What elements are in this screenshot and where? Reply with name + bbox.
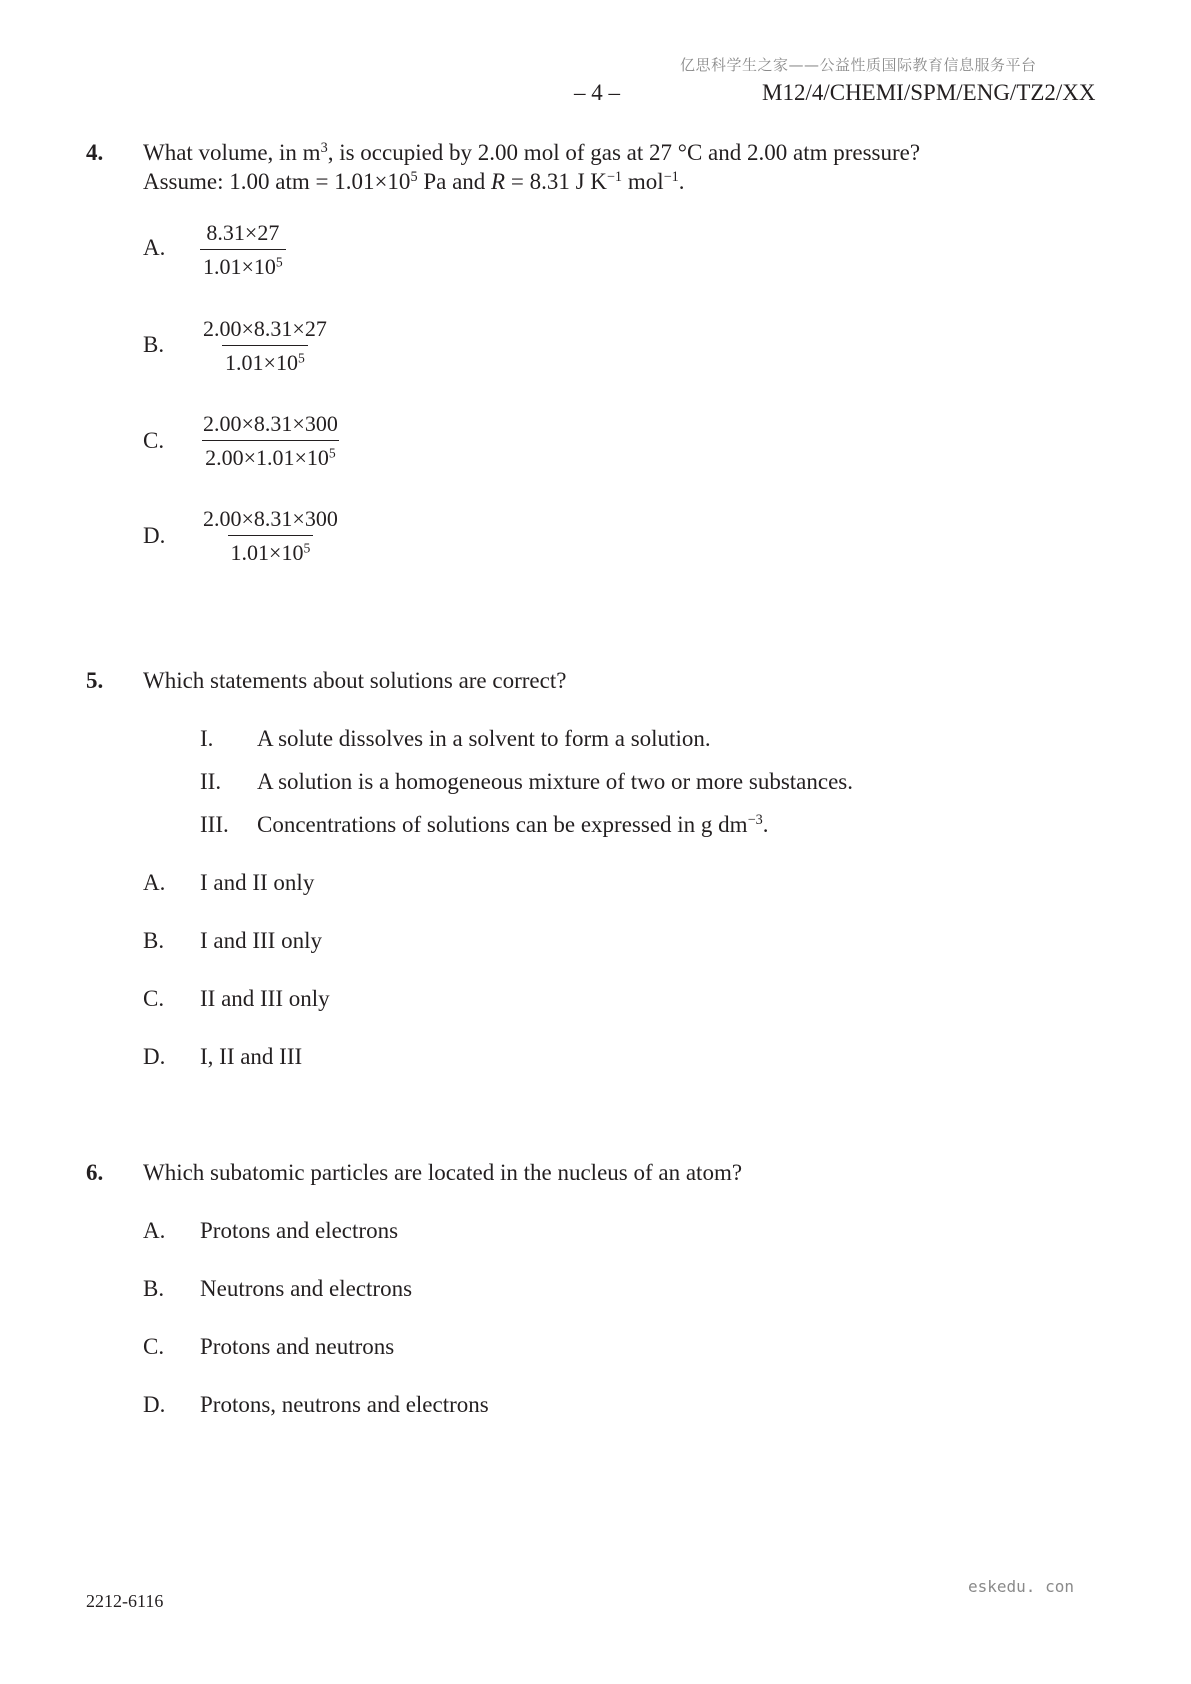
q5-option-c-letter: C. bbox=[143, 986, 165, 1011]
question-5-number: 5. bbox=[86, 668, 104, 693]
q6-option-b-letter: B. bbox=[143, 1276, 165, 1301]
q6-option-c-text: Protons and neutrons bbox=[200, 1334, 395, 1359]
q6-option-d-letter: D. bbox=[143, 1392, 166, 1417]
paper-code: M12/4/CHEMI/SPM/ENG/TZ2/XX bbox=[762, 80, 1096, 105]
q4-option-b-fraction: $\frac{2.00\times 8.31\times 27}{1.01\times 10^5}$ bbox=[203, 316, 327, 375]
q5-option-d-letter: D. bbox=[143, 1044, 166, 1069]
statement-2-roman: II. bbox=[200, 769, 222, 794]
footer-code: 2212-6116 bbox=[86, 1591, 164, 1611]
q5-option-c-text: II and III only bbox=[200, 986, 330, 1011]
question-5-text: Which statements about solutions are correct? bbox=[143, 668, 567, 693]
q4-option-c-letter: C. bbox=[143, 428, 165, 453]
q5-option-b-letter: B. bbox=[143, 928, 165, 953]
q6-option-c-letter: C. bbox=[143, 1334, 165, 1359]
q6-option-a-letter: A. bbox=[143, 1218, 166, 1243]
question-4-line1: What volume, in $m^3$, is occupied by 2.00 mol of gas at 27 °C and 2.00 atm pressure? bbox=[143, 140, 921, 165]
question-4-number: 4. bbox=[86, 140, 104, 165]
statement-1-roman: I. bbox=[200, 726, 214, 751]
q5-option-a-letter: A. bbox=[143, 870, 166, 895]
q6-option-d-text: Protons, neutrons and electrons bbox=[200, 1392, 489, 1417]
header-watermark: 亿思科学生之家——公益性质国际教育信息服务平台 bbox=[680, 56, 1037, 74]
q4-option-d-letter: D. bbox=[143, 523, 166, 548]
statement-3-text: Concentrations of solutions can be expressed in g $dm^{-3}$. bbox=[257, 812, 769, 837]
statement-1-text: A solute dissolves in a solvent to form a solution. bbox=[257, 726, 711, 751]
q6-option-b-text: Neutrons and electrons bbox=[200, 1276, 413, 1301]
question-6-number: 6. bbox=[86, 1160, 104, 1185]
q4-option-d-fraction: $\frac{2.00\times 8.31\times 300}{1.01\times 10^5}$ bbox=[203, 506, 338, 565]
footer-watermark: eskedu. con bbox=[968, 1577, 1074, 1596]
q4-option-a-letter: A. bbox=[143, 235, 166, 260]
question-4-line2: Assume: 1.00 atm = $1.01\times 10^5$ Pa and R = 8.31 J $K^{-1}$ mol$^{-1}$. bbox=[143, 169, 685, 194]
q4-option-c-fraction: $\frac{2.00\times 8.31\times 300}{2.00\times 1.01\times 10^5}$ bbox=[203, 411, 338, 470]
q5-option-a-text: I and II only bbox=[200, 870, 315, 895]
statement-3-roman: III. bbox=[200, 812, 229, 837]
q5-option-d-text: I, II and III bbox=[200, 1044, 303, 1069]
statement-2-text: A solution is a homogeneous mixture of two or more substances. bbox=[257, 769, 854, 794]
page-number: – 4 – bbox=[574, 80, 620, 105]
q6-option-a-text: Protons and electrons bbox=[200, 1218, 399, 1243]
q5-option-b-text: I and III only bbox=[200, 928, 322, 953]
q4-option-a-fraction: $\frac{8.31\times 27}{1.01\times 10^5}$ bbox=[200, 222, 286, 278]
question-6-text: Which subatomic particles are located in the nucleus of an atom? bbox=[143, 1160, 743, 1185]
q4-option-b-letter: B. bbox=[143, 332, 165, 357]
